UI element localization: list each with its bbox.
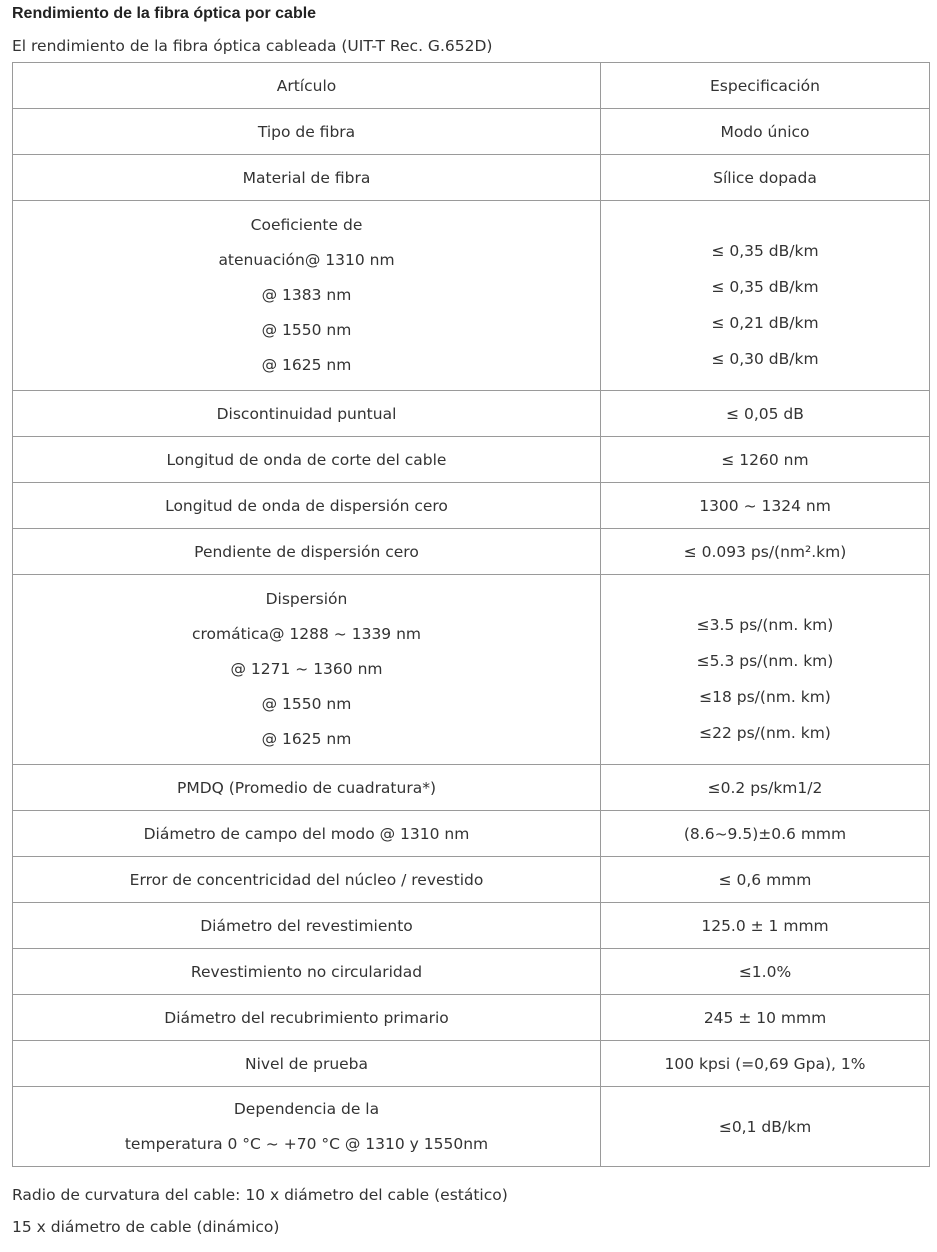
row-item: Diámetro del recubrimiento primario [13, 995, 601, 1041]
row-item: Longitud de onda de corte del cable [13, 437, 601, 483]
row-item-line: Coeficiente de [250, 216, 363, 234]
table-row [13, 155, 930, 201]
row-item: Revestimiento no circularidad [13, 949, 601, 995]
row-spec-line: ≤3.5 ps/(nm. km) [696, 615, 834, 634]
row-item: Error de concentricidad del núcleo / revestido [13, 857, 601, 903]
row-spec-line: ≤ 0,30 dB/km [711, 349, 819, 368]
row-spec [601, 201, 930, 391]
row-item: Diámetro del revestimiento [13, 903, 601, 949]
row-spec-line: ≤ 0,21 dB/km [711, 313, 819, 332]
row-item: PMDQ (Promedio de cuadratura*) [13, 765, 601, 811]
table-row [13, 109, 930, 155]
row-item-line: cromática@ 1288 ~ 1339 nm [191, 625, 422, 643]
row-item: Pendiente de dispersión cero [13, 529, 601, 575]
table-row [13, 1087, 930, 1167]
row-spec-line: ≤22 ps/(nm. km) [699, 723, 831, 742]
row-spec: 1300 ~ 1324 nm [601, 483, 930, 529]
table-row [13, 529, 930, 575]
table-row [13, 949, 930, 995]
table-row [13, 201, 930, 391]
table-row [13, 391, 930, 437]
row-spec: ≤ 0,6 mmm [601, 857, 930, 903]
table-row [13, 1041, 930, 1087]
table-row [13, 903, 930, 949]
row-item: Material de fibra [13, 155, 601, 201]
table-row [13, 995, 930, 1041]
row-spec-line: ≤ 0,35 dB/km [711, 277, 819, 296]
row-spec: ≤ 0,05 dB [601, 391, 930, 437]
row-item: Diámetro de campo del modo @ 1310 nm [13, 811, 601, 857]
row-item-line: @ 1550 nm [261, 321, 352, 339]
row-spec: ≤0.2 ps/km1/2 [601, 765, 930, 811]
footnote-bend-radius-dynamic: 15 x diámetro de cable (dinámico) [12, 1218, 280, 1236]
row-spec [601, 575, 930, 765]
page-heading: Rendimiento de la fibra óptica por cable [12, 5, 317, 22]
table-row [13, 575, 930, 765]
row-item-line: @ 1271 ~ 1360 nm [230, 660, 383, 678]
row-spec: ≤1.0% [601, 949, 930, 995]
table-row [13, 437, 930, 483]
row-spec-line: ≤ 0,35 dB/km [711, 241, 819, 260]
row-item-line: Dependencia de la [233, 1099, 380, 1118]
row-spec: ≤0,1 dB/km [601, 1087, 930, 1167]
row-item [13, 1087, 601, 1167]
table-header-row [13, 63, 930, 109]
row-item-line: atenuación@ 1310 nm [218, 251, 395, 269]
table-row [13, 857, 930, 903]
row-spec: 125.0 ± 1 mmm [601, 903, 930, 949]
row-item-line: Dispersión [265, 590, 348, 608]
row-spec: ≤ 1260 nm [601, 437, 930, 483]
row-item: Nivel de prueba [13, 1041, 601, 1087]
spec-table [12, 62, 930, 1167]
table-row [13, 811, 930, 857]
row-item [13, 575, 601, 765]
row-spec: (8.6~9.5)±0.6 mmm [601, 811, 930, 857]
row-item-line: @ 1625 nm [261, 730, 352, 748]
row-item-line: temperatura 0 °C ~ +70 °C @ 1310 y 1550nm [124, 1134, 489, 1153]
row-item: Discontinuidad puntual [13, 391, 601, 437]
row-spec: 245 ± 10 mmm [601, 995, 930, 1041]
row-spec: ≤ 0.093 ps/(nm².km) [601, 529, 930, 575]
row-item [13, 201, 601, 391]
header-item: Artículo [13, 63, 601, 109]
row-item: Tipo de fibra [13, 109, 601, 155]
table-row [13, 483, 930, 529]
row-spec: Modo único [601, 109, 930, 155]
table-subtitle: El rendimiento de la fibra óptica cableada (UIT-T Rec. G.652D) [12, 37, 493, 55]
row-spec: 100 kpsi (=0,69 Gpa), 1% [601, 1041, 930, 1087]
header-spec: Especificación [601, 63, 930, 109]
row-spec-line: ≤5.3 ps/(nm. km) [696, 651, 834, 670]
row-item-line: @ 1625 nm [261, 356, 352, 374]
row-spec: Sílice dopada [601, 155, 930, 201]
row-item-line: @ 1550 nm [261, 695, 352, 713]
table-row [13, 765, 930, 811]
row-item: Longitud de onda de dispersión cero [13, 483, 601, 529]
footnote-bend-radius-static: Radio de curvatura del cable: 10 x diámetro del cable (estático) [12, 1186, 508, 1204]
row-item-line: @ 1383 nm [261, 286, 352, 304]
row-spec-line: ≤18 ps/(nm. km) [699, 687, 831, 706]
